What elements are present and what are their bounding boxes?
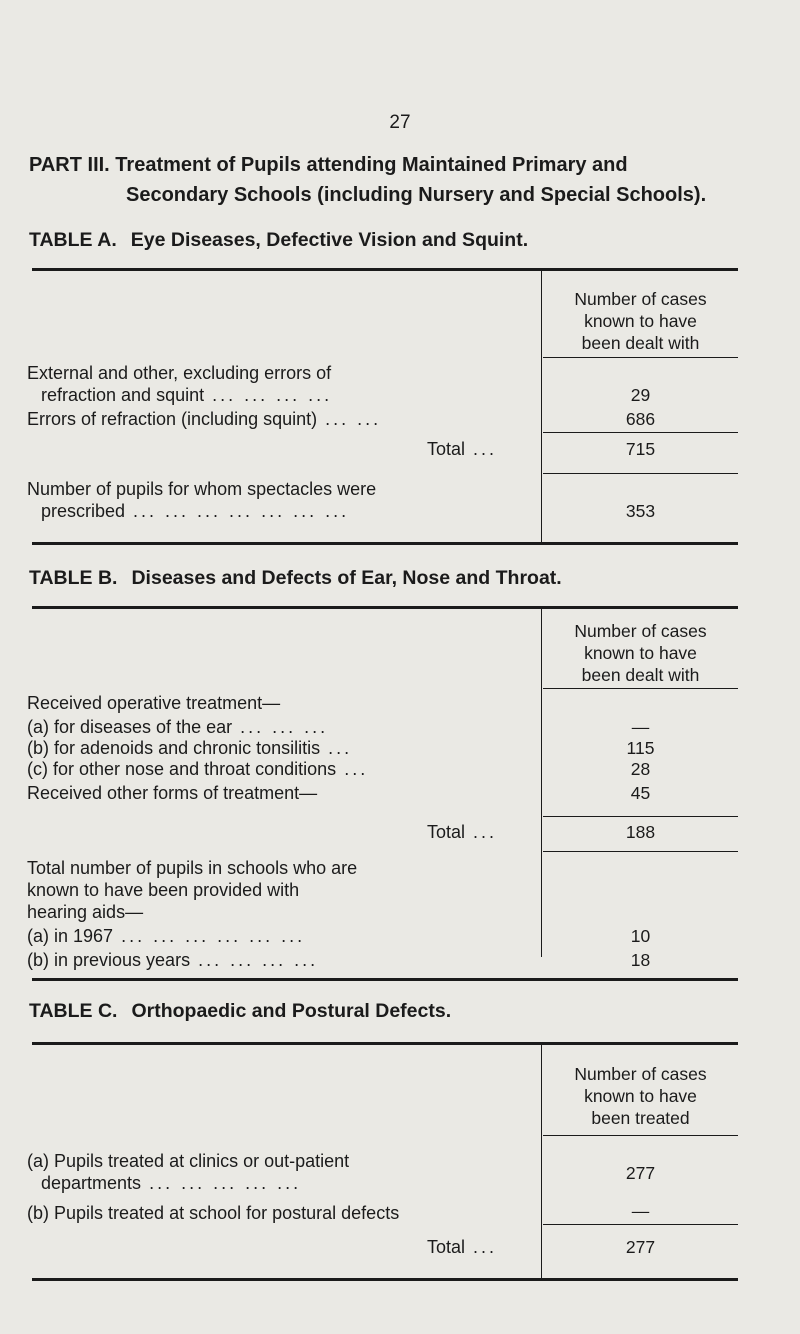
table-b-hearing-label-3: hearing aids—: [27, 902, 144, 922]
table-c-title: [29, 1000, 451, 1023]
table-b-total-value: 188: [625, 822, 656, 842]
table-b-header-line-2: known to have: [584, 643, 697, 663]
table-c-header-line-1: Number of cases: [574, 1064, 707, 1084]
page-number: 27: [389, 112, 411, 133]
table-b-a-value: —: [631, 717, 650, 737]
table-a-external-value: 29: [630, 385, 651, 405]
table-b-label: TABLE B.: [29, 567, 118, 589]
table-b-other-value: 45: [630, 783, 651, 803]
table-a-spectacles-label-1: Number of pupils for whom spectacles were: [27, 479, 377, 499]
table-b-title: [29, 567, 562, 590]
table-b-h-b-value: 18: [630, 950, 651, 970]
table-a-header-line-3: been dealt with: [581, 333, 700, 353]
table-c-label: TABLE C.: [29, 1000, 118, 1022]
table-b-b-value: 115: [626, 738, 655, 758]
table-a-total-label: Total ...: [427, 439, 498, 459]
table-a-spectacles-label-2: prescribed ... ... ... ... ... ... ...: [41, 501, 350, 521]
table-c-a-value: 277: [625, 1163, 656, 1183]
table-c-header-line-3: been treated: [591, 1108, 690, 1128]
table-b-h-a-value: 10: [630, 926, 651, 946]
table-a-errors-value: 686: [625, 409, 656, 429]
table-b-total-rule: [543, 816, 738, 817]
table-c-column-divider: [541, 1045, 542, 1279]
table-a-external-label-2: refraction and squint ... ... ... ...: [41, 385, 333, 405]
table-a-column-divider: [541, 271, 542, 545]
table-b-total-label: Total ...: [427, 822, 498, 842]
table-b-header: [543, 620, 738, 686]
table-b-header-line-1: Number of cases: [574, 621, 707, 641]
table-b-c-value: 28: [630, 759, 651, 779]
table-b-top-rule: [32, 606, 738, 609]
table-c-header-rule: [543, 1135, 738, 1136]
table-b-operative-label: Received operative treatment—: [27, 693, 281, 713]
table-b-heading: Diseases and Defects of Ear, Nose and Throat.: [131, 567, 562, 589]
table-b-a-label: (a) for diseases of the ear ... ... ...: [27, 717, 329, 737]
table-c-bottom-rule: [32, 1278, 738, 1281]
table-a-header-line-2: known to have: [584, 311, 697, 331]
table-a-errors-label: Errors of refraction (including squint) ... ...: [27, 409, 382, 429]
table-b-other-label: Received other forms of treatment—: [27, 783, 318, 803]
table-a-external-label-1: External and other, excluding errors of: [27, 363, 332, 383]
table-b: [27, 606, 738, 970]
table-c-header-line-2: known to have: [584, 1086, 697, 1106]
table-a-header: [543, 288, 738, 354]
table-a-header-line-1: Number of cases: [574, 289, 707, 309]
part-title: [29, 150, 769, 210]
table-b-hearing-label-1: Total number of pupils in schools who are: [27, 858, 358, 878]
table-c-total-label: Total ...: [427, 1237, 498, 1257]
table-b-header-line-3: been dealt with: [581, 665, 700, 685]
table-c-b-label: (b) Pupils treated at school for postural defects: [27, 1203, 400, 1223]
table-a-spectacles-rule: [543, 473, 738, 474]
table-b-h-a-label: (a) in 1967 ... ... ... ... ... ...: [27, 926, 306, 946]
table-b-h-b-label: (b) in previous years ... ... ... ...: [27, 950, 319, 970]
table-c: [27, 1042, 738, 1282]
table-c-a-label-1: (a) Pupils treated at clinics or out-patient: [27, 1151, 350, 1171]
table-c-header: [543, 1063, 738, 1129]
table-a: [27, 268, 738, 548]
part-title-line-2: Secondary Schools (including Nursery and Special Schools).: [126, 184, 707, 206]
table-a-title: [29, 229, 528, 252]
table-b-hearing-rule: [543, 851, 738, 852]
table-c-a-label-2: departments ... ... ... ... ...: [41, 1173, 302, 1193]
table-b-hearing-label-2: known to have been provided with: [27, 880, 300, 900]
table-a-total-value: 715: [625, 439, 656, 459]
table-b-column-divider: [541, 609, 542, 957]
table-a-bottom-rule: [32, 542, 738, 545]
table-a-spectacles-value: 353: [625, 501, 656, 521]
table-c-total-value: 277: [625, 1237, 656, 1257]
table-b-bottom-rule: [32, 978, 738, 981]
table-a-total-rule: [543, 432, 738, 433]
table-b-c-label: (c) for other nose and throat conditions ...: [27, 759, 369, 779]
table-a-heading: Eye Diseases, Defective Vision and Squint.: [130, 229, 529, 251]
table-a-label: TABLE A.: [29, 229, 117, 251]
table-a-top-rule: [32, 268, 738, 271]
table-c-heading: Orthopaedic and Postural Defects.: [131, 1000, 452, 1022]
table-b-header-rule: [543, 688, 738, 689]
table-c-top-rule: [32, 1042, 738, 1045]
part-title-line-1: PART III. Treatment of Pupils attending Maintained Primary and: [29, 154, 628, 176]
table-b-b-label: (b) for adenoids and chronic tonsilitis ...: [27, 738, 353, 758]
table-c-total-rule: [543, 1224, 738, 1225]
table-c-b-value: —: [631, 1201, 650, 1221]
table-a-header-rule: [543, 357, 738, 358]
